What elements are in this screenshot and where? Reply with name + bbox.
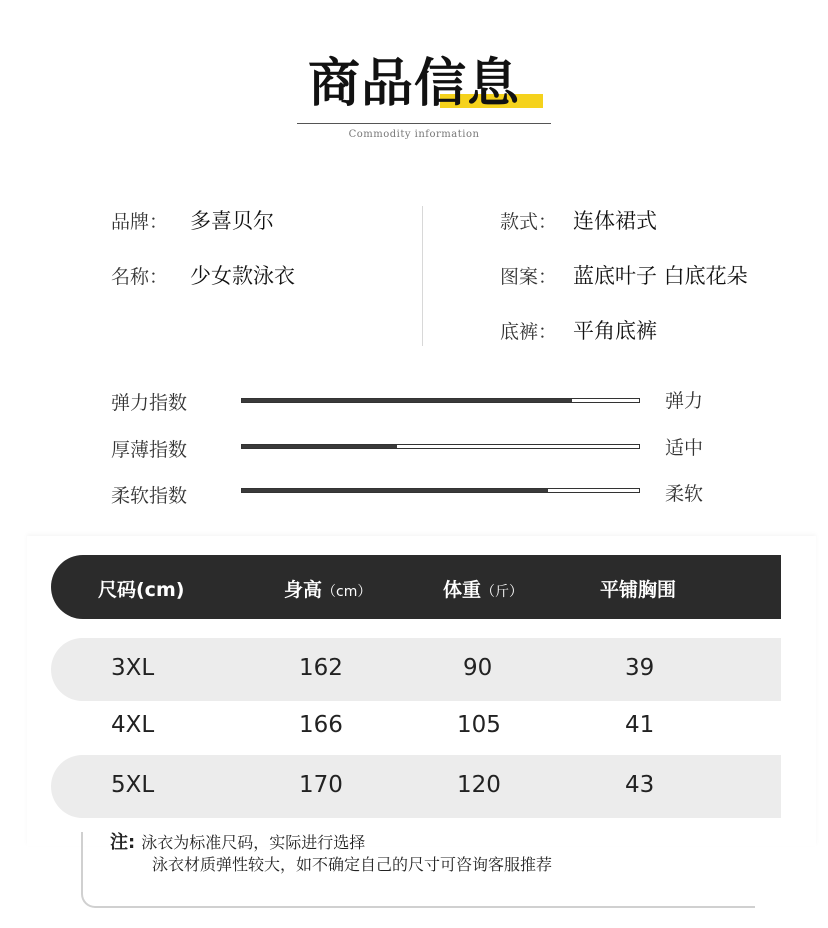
size-note	[110, 832, 552, 876]
title-underline	[297, 123, 551, 124]
cell-chest: 43	[625, 772, 655, 798]
table-row	[51, 695, 781, 758]
bottom-value: 平角底裤	[573, 319, 657, 343]
thickness-index-value: 适中	[665, 437, 704, 459]
table-row	[51, 638, 781, 701]
elasticity-index-label: 弹力指数	[111, 392, 188, 414]
header-weight	[443, 575, 523, 602]
header-height-text: 身高	[284, 579, 323, 601]
softness-index-fill	[242, 489, 548, 492]
header-weight-unit: （斤）	[481, 584, 524, 600]
page-subtitle: Commodity information	[348, 129, 480, 140]
brand-value: 多喜贝尔	[190, 209, 274, 233]
softness-index-label: 柔软指数	[111, 485, 188, 507]
page-title	[308, 52, 520, 116]
header-chest	[600, 575, 676, 602]
size-table-header	[51, 555, 781, 619]
table-row	[51, 755, 781, 818]
header-size-text: 尺码(cm)	[98, 579, 185, 601]
header-height	[284, 575, 371, 602]
cell-weight: 120	[457, 772, 501, 798]
note-text-2: 泳衣材质弹性较大，如不确定自己的尺寸可咨询客服推荐	[152, 855, 553, 874]
elasticity-index-value: 弹力	[665, 390, 704, 412]
elasticity-index-bar	[241, 398, 640, 403]
cell-weight: 90	[463, 655, 493, 681]
cell-chest: 39	[625, 655, 655, 681]
cell-height: 166	[299, 712, 343, 738]
brand-label: 品牌：	[111, 211, 169, 233]
cell-chest: 41	[625, 712, 655, 738]
softness-index-value: 柔软	[665, 483, 704, 505]
header-weight-text: 体重	[443, 579, 482, 601]
elasticity-index-fill	[242, 399, 572, 402]
thickness-index-bar	[241, 444, 640, 449]
cell-size: 4XL	[111, 712, 155, 738]
bottom-label: 底裤：	[500, 321, 558, 343]
name-label: 名称：	[111, 266, 169, 288]
header-height-unit: （cm）	[322, 584, 372, 600]
cell-weight: 105	[457, 712, 501, 738]
note-line-1	[110, 832, 552, 854]
cell-size: 5XL	[111, 772, 155, 798]
cell-size: 3XL	[111, 655, 155, 681]
page-title-text: 商品信息	[307, 54, 520, 114]
note-text-1: 泳衣为标准尺码，实际进行选择	[141, 833, 366, 852]
thickness-index-fill	[242, 445, 397, 448]
info-divider	[422, 206, 423, 346]
style-label: 款式：	[500, 211, 558, 233]
name-value: 少女款泳衣	[190, 264, 295, 288]
note-mark: 注:	[110, 832, 136, 853]
page-header	[0, 52, 828, 116]
header-size	[98, 575, 184, 602]
softness-index-bar	[241, 488, 640, 493]
cell-height: 170	[299, 772, 343, 798]
style-value: 连体裙式	[573, 209, 657, 233]
cell-height: 162	[299, 655, 343, 681]
header-chest-text: 平铺胸围	[600, 579, 677, 601]
pattern-value: 蓝底叶子 白底花朵	[573, 264, 748, 288]
pattern-label: 图案：	[500, 266, 558, 288]
thickness-index-label: 厚薄指数	[111, 439, 188, 461]
